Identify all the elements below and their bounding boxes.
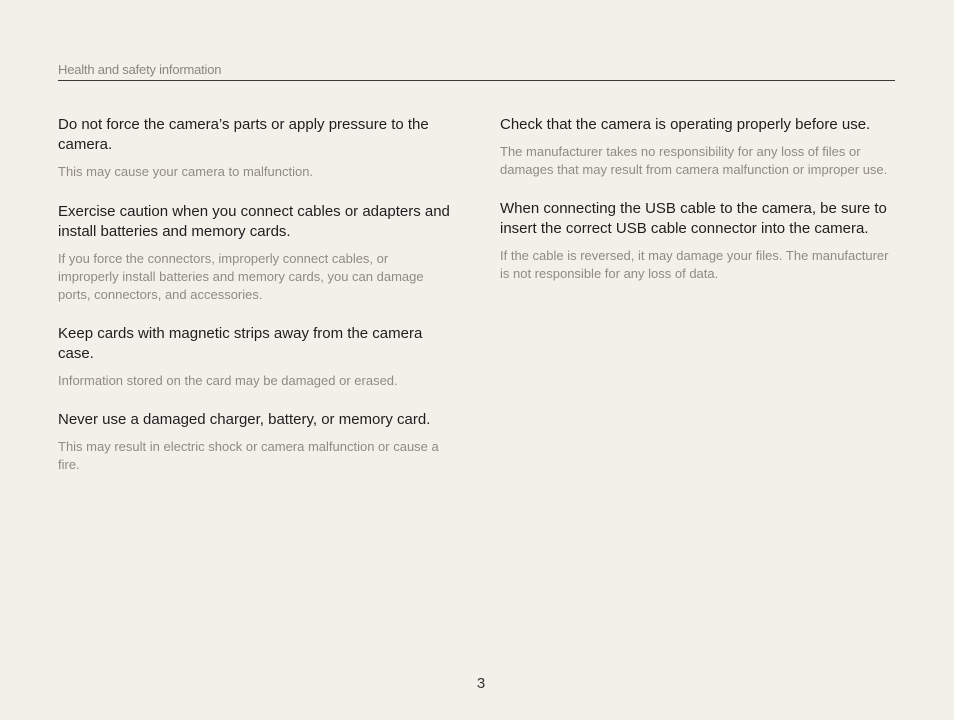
safety-item-body: If the cable is reversed, it may damage your files. The manufacturer is not responsible for any loss of data. [500,248,889,281]
safety-item [58,410,450,474]
safety-item-title: Keep cards with magnetic strips away from the camera case. [58,325,423,362]
safety-item-body: Information stored on the card may be damaged or erased. [58,373,398,388]
safety-item [58,324,450,390]
safety-item-title: Exercise caution when you connect cables or adapters and install batteries and memory cards. [58,203,450,240]
safety-item-title: When connecting the USB cable to the camera, be sure to insert the correct USB cable connector into the camera. [500,200,887,237]
safety-item-body: The manufacturer takes no responsibility for any loss of files or damages that may result from camera malfunction or improper use. [500,144,888,177]
safety-item [500,115,895,179]
safety-item [500,199,895,283]
safety-item-body: This may cause your camera to malfunction. [58,164,314,179]
safety-item-title: Never use a damaged charger, battery, or memory card. [58,411,431,428]
safety-item-title: Check that the camera is operating properly before use. [500,116,871,133]
safety-item-title: Do not force the camera’s parts or apply pressure to the camera. [58,116,429,153]
safety-item [58,115,450,181]
header-divider [58,80,895,81]
page-number: 3 [476,675,486,692]
safety-item [58,202,450,304]
safety-item-body: This may result in electric shock or camera malfunction or cause a fire. [58,439,439,472]
section-header-label: Health and safety information [58,62,222,77]
left-column [58,115,450,474]
right-column [500,115,895,283]
safety-item-body: If you force the connectors, improperly connect cables, or improperly install batteries and memory cards, you can damage ports, connectors, and accessories. [58,251,424,302]
